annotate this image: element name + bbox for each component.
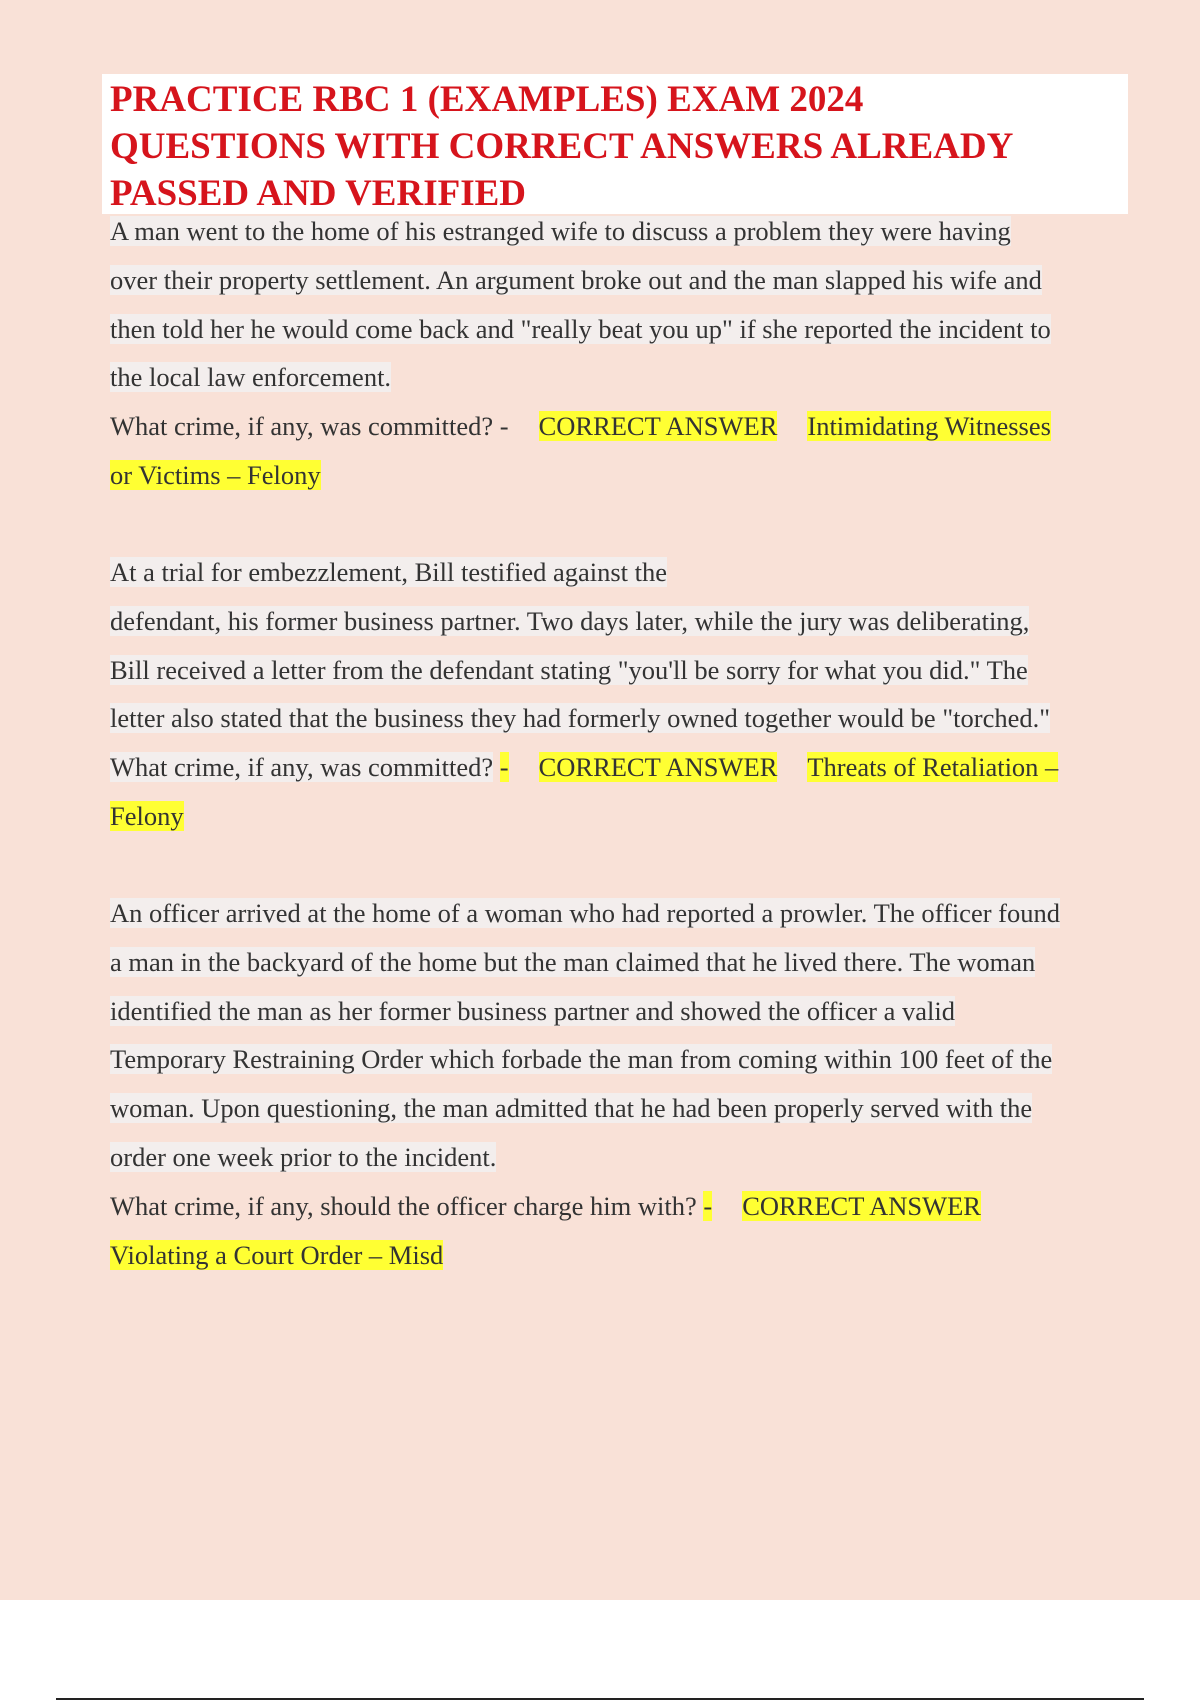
question-3-text-line-5: woman. Upon questioning, the man admitted that he had been properly served with the [110, 1093, 1033, 1124]
question-1-text-line-1: A man went to the home of his estranged wife to discuss a problem they were having [110, 216, 1011, 246]
question-2-text-line-2: defendant, his former business partner. Two days later, while the jury was deliberating, [110, 605, 1030, 636]
question-1-dash: - [499, 411, 509, 442]
question-2-answer-part-1: Threats of Retaliation – [807, 752, 1059, 783]
question-3-text-line-2: a man in the backyard of the home but the man claimed that he lived there. The woman [110, 946, 1036, 977]
question-1 [110, 207, 1130, 500]
question-2-text-line-4: letter also stated that the business they had formerly owned together would be "torched." [110, 703, 1051, 734]
title-line-2: QUESTIONS WITH CORRECT ANSWERS ALREADY [110, 126, 1014, 167]
question-1-answer-part-1: Intimidating Witnesses [807, 411, 1051, 442]
question-1-answer-label: CORRECT ANSWER [538, 411, 778, 442]
question-3-dash: - [703, 1190, 713, 1221]
question-3-answer-label: CORRECT ANSWER [742, 1190, 981, 1221]
question-1-text-line-2: over their property settlement. An argument broke out and the man slapped his wife and [110, 264, 1042, 295]
question-2-prompt: What crime, if any, was committed? [110, 752, 494, 783]
question-1-text-line-3: then told her he would come back and "really beat you up" if she reported the incident to [110, 313, 1051, 344]
question-2-answer-part-2: Felony [110, 800, 184, 831]
title-line-3: PASSED AND VERIFIED [110, 173, 526, 214]
question-3-text-line-6: order one week prior to the incident. [110, 1141, 497, 1172]
question-3-prompt: What crime, if any, should the officer charge him with? [110, 1190, 697, 1221]
question-3-text-line-4: Temporary Restraining Order which forbade the man from coming within 100 feet of the [110, 1044, 1053, 1075]
document-title [110, 76, 1120, 217]
question-1-answer-part-2: or Victims – Felony [110, 459, 321, 490]
question-3-text-line-3: identified the man as her former business partner and showed the officer a valid [110, 995, 956, 1026]
question-2-text-line-3: Bill received a letter from the defendant stating "you'll be sorry for what you did." The [110, 654, 1028, 685]
question-2-answer-label: CORRECT ANSWER [538, 752, 778, 783]
question-2 [110, 548, 1130, 841]
question-3-answer-part-2: Violating a Court Order – Misd [110, 1239, 444, 1270]
question-3 [110, 889, 1130, 1279]
question-2-dash: - [499, 752, 509, 783]
question-1-text-line-4: the local law enforcement. [110, 362, 392, 393]
question-3-text-line-1: An officer arrived at the home of a woman who had reported a prowler. The officer found [110, 898, 1060, 928]
question-2-text-line-1: At a trial for embezzlement, Bill testified against the [110, 557, 668, 587]
title-line-1: PRACTICE RBC 1 (EXAMPLES) EXAM 2024 [110, 79, 864, 120]
question-1-prompt: What crime, if any, was committed? [110, 411, 494, 442]
